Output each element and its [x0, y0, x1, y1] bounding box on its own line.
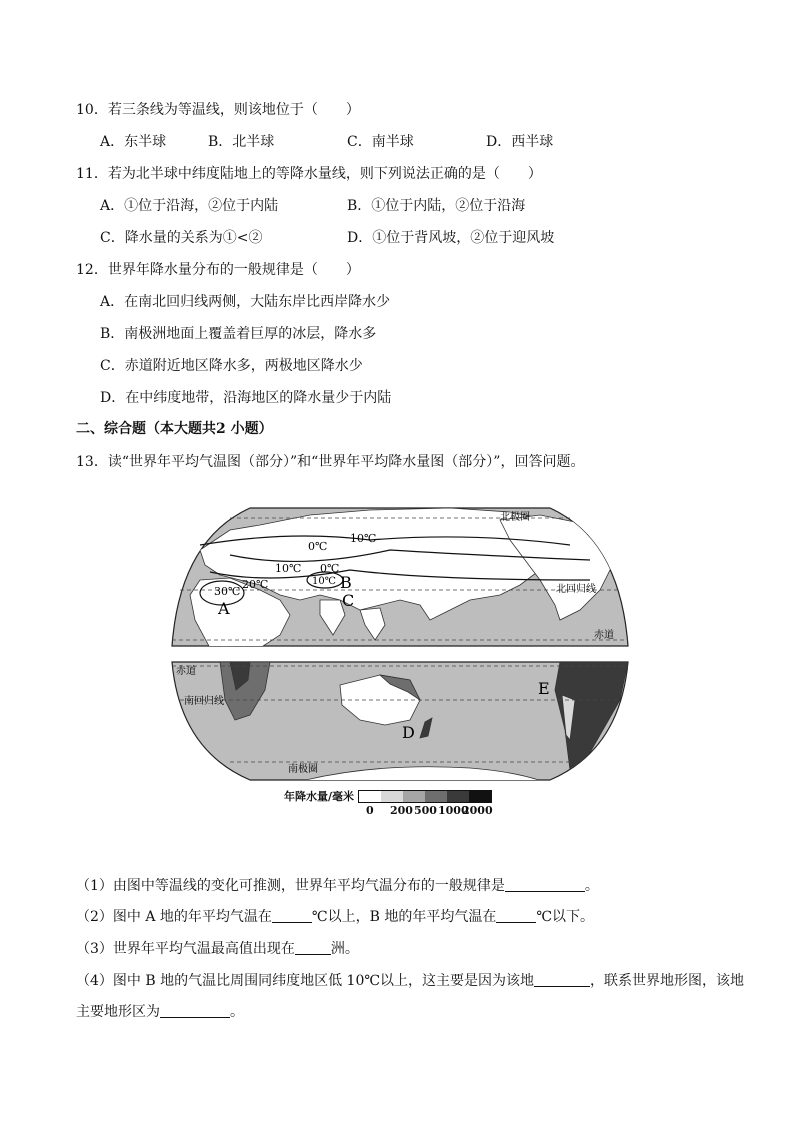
legend-tick-1: 200	[390, 804, 413, 817]
answer-blank-3[interactable]	[295, 940, 331, 955]
q11-option-a: A．①位于沿海，②位于内陆	[100, 198, 279, 214]
q13-sub4-p3: 主要地形区为	[76, 1004, 160, 1020]
q12-option-d: D．在中纬度地带，沿海地区的降水量少于内陆	[100, 390, 392, 406]
q13-sub4-p2: ，联系世界地形图，该地	[590, 973, 745, 989]
q13-sub2-p3: ℃以下。	[536, 909, 594, 925]
q12-stem: 12．世界年降水量分布的一般规律是（ ）	[76, 262, 360, 278]
point-a-label: A	[218, 599, 230, 618]
precipitation-map	[170, 660, 630, 784]
q13-sub4-p1: （4）图中 B 地的气温比周围同纬度地区低 10℃以上，这主要是因为该地	[76, 973, 535, 989]
answer-blank-2a[interactable]	[272, 908, 312, 923]
legend-tick-3: 1000	[438, 804, 469, 817]
isotherm-label-10b: 10℃	[275, 562, 302, 575]
q10-option-a: A．东半球	[100, 134, 167, 150]
isotherm-label-0a: 0℃	[308, 540, 328, 553]
legend-ticks	[366, 804, 492, 817]
q13-sub3-p2: 洲。	[330, 941, 359, 957]
legend-tick-2: 500	[414, 804, 437, 817]
point-c-label: C	[342, 591, 355, 610]
tropic-south-label: 南回归线	[184, 696, 224, 707]
isotherm-label-10a: 10℃	[350, 532, 377, 545]
q13-sub4-cont	[76, 1002, 244, 1022]
temperature-map	[170, 500, 630, 648]
section-heading: 二、综合题（本大题共2 小题）	[76, 421, 273, 437]
q12-option-c: C．赤道附近地区降水多，两极地区降水少	[100, 358, 363, 374]
legend-swatches	[358, 790, 492, 803]
point-e-label: E	[538, 679, 550, 698]
legend-swatch-1	[381, 791, 403, 802]
arctic-circle-label: 北极圈	[500, 512, 530, 523]
q10-option-b: B．北半球	[208, 134, 275, 150]
isotherm-label-20: 20℃	[242, 578, 269, 591]
q10-stem: 10．若三条线为等温线，则该地位于（ ）	[76, 102, 360, 118]
legend-swatch-2	[403, 791, 425, 802]
answer-blank-1[interactable]	[505, 877, 585, 892]
isotherm-label-30: 30℃	[214, 585, 241, 598]
q13-sub3-p1: （3）世界年平均气温最高值出现在	[76, 941, 295, 957]
equator-label-bottom: 赤道	[176, 666, 196, 677]
q11-stem: 11．若为北半球中纬度陆地上的等降水量线，则下列说法正确的是（ ）	[76, 166, 542, 182]
antarctic-circle-label: 南极圈	[288, 764, 318, 775]
point-d-label: D	[402, 723, 415, 742]
isotherm-label-small: 10℃	[312, 576, 336, 587]
q13-sub1-end: 。	[584, 878, 599, 894]
q10-option-c: C．南半球	[347, 134, 414, 150]
q12-option-a: A．在南北回归线两侧，大陆东岸比西岸降水少	[100, 294, 391, 310]
legend-swatch-3	[425, 791, 447, 802]
legend-tick-4: 2000	[462, 804, 493, 817]
q11-option-b: B．①位于内陆，②位于沿海	[347, 198, 526, 214]
answer-blank-2b[interactable]	[496, 908, 536, 923]
legend-tick-0: 0	[366, 804, 374, 817]
map-figure	[170, 500, 630, 784]
q13-sub4-p4: 。	[230, 1004, 244, 1020]
legend-title: 年降水量/毫米	[284, 790, 355, 803]
answer-blank-4b[interactable]	[160, 1003, 230, 1018]
q12-option-b: B．南极洲地面上覆盖着巨厚的冰层，降水多	[100, 326, 377, 342]
q13-sub1-text: （1）由图中等温线的变化可推测，世界年平均气温分布的一般规律是	[76, 878, 505, 894]
q11-option-d: D．①位于背风坡，②位于迎风坡	[347, 230, 555, 246]
q13-stem: 13．读“世界年平均气温图（部分）”和“世界年平均降水量图（部分）”，回答问题。	[76, 454, 585, 470]
q13-sub2-p1: （2）图中 A 地的年平均气温在	[76, 909, 272, 925]
q11-option-c: C．降水量的关系为①<②	[100, 230, 263, 246]
legend-swatch-4	[447, 791, 469, 802]
isotherm-label-0b: 0℃	[320, 562, 340, 575]
precipitation-legend	[284, 788, 492, 817]
equator-label-top: 赤道	[594, 630, 614, 641]
tropic-north-label: 北回归线	[556, 584, 596, 595]
point-b-label: B	[340, 573, 352, 592]
answer-blank-4a[interactable]	[534, 972, 590, 987]
q13-sub2-p2: ℃以上，B 地的年平均气温在	[311, 909, 497, 925]
legend-swatch-5	[469, 791, 491, 802]
q13-sub3	[76, 939, 359, 959]
legend-swatch-0	[359, 791, 381, 802]
q13-sub2	[76, 907, 594, 927]
q10-option-d: D．西半球	[486, 134, 554, 150]
q13-sub4	[76, 971, 744, 991]
q13-sub1	[76, 876, 599, 896]
